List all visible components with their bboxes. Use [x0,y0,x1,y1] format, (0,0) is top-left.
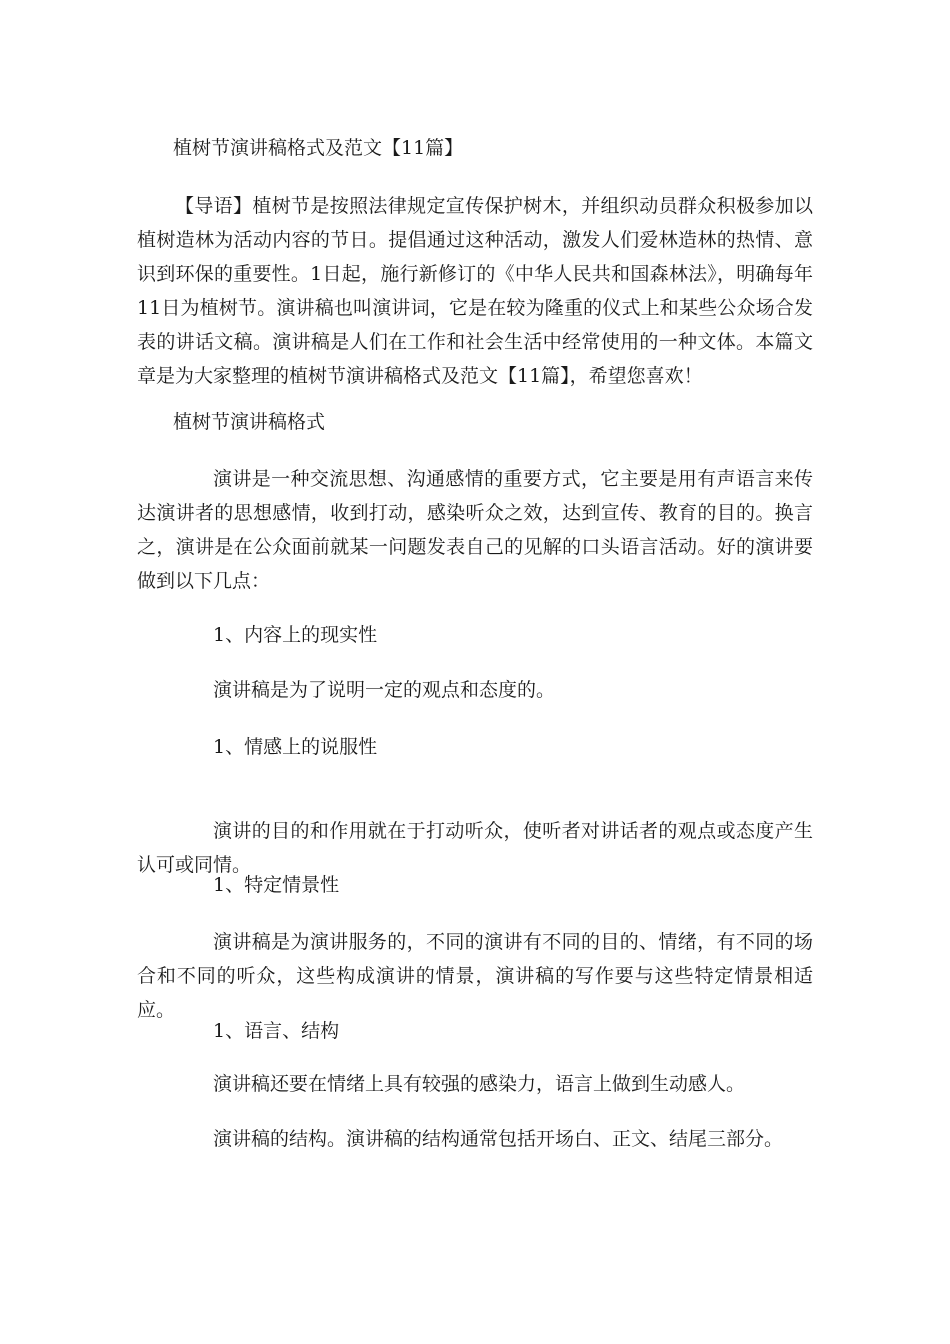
subheading: 1、语言、结构 [213,1020,340,1042]
subheading: 1、特定情景性 [213,874,340,896]
body-paragraph: 演讲是一种交流思想、沟通感情的重要方式，它主要是用有声语言来传达演讲者的思想感情，收到打动，感染听众之效，达到宣传、教育的目的。换言之，演讲是在公众面前就某一问题发表自己的见解的口头语言活动。好的演讲要做到以下几点： [137,468,813,592]
intro-paragraph: 【导语】植树节是按照法律规定宣传保护树木，并组织动员群众积极参加以植树造林为活动内容的节日。提倡通过这种活动，激发人们爱林造林的热情、意识到环保的重要性。1日起，施行新修订的《中华人民共和国森林法》，明确每年11日为植树节。演讲稿也叫演讲词，它是在较为隆重的仪式上和某些公众场合发表的讲话文稿。演讲稿是人们在工作和社会生活中经常使用的一种文体。本篇文章是为大家整理的植树节演讲稿格式及范文【11篇】，希望您喜欢！ [137,195,813,387]
body-line: 演讲稿还要在情绪上具有较强的感染力，语言上做到生动感人。 [213,1073,746,1095]
document-title: 植树节演讲稿格式及范文【11篇】 [173,137,464,159]
body-paragraph: 演讲稿是为演讲服务的，不同的演讲有不同的目的、情绪，有不同的场合和不同的听众，这些构成演讲的情景，演讲稿的写作要与这些特定情景相适应。 [137,931,813,1021]
subheading: 1、情感上的说服性 [213,736,378,758]
body-line: 演讲稿是为了说明一定的观点和态度的。 [213,679,556,701]
section-title: 植树节演讲稿格式 [173,411,326,433]
body-paragraph: 演讲的目的和作用就在于打动听众，使听者对讲话者的观点或态度产生认可或同情。 [137,820,813,876]
body-line: 演讲稿的结构。演讲稿的结构通常包括开场白、正文、结尾三部分。 [213,1128,784,1150]
subheading: 1、内容上的现实性 [213,624,378,646]
